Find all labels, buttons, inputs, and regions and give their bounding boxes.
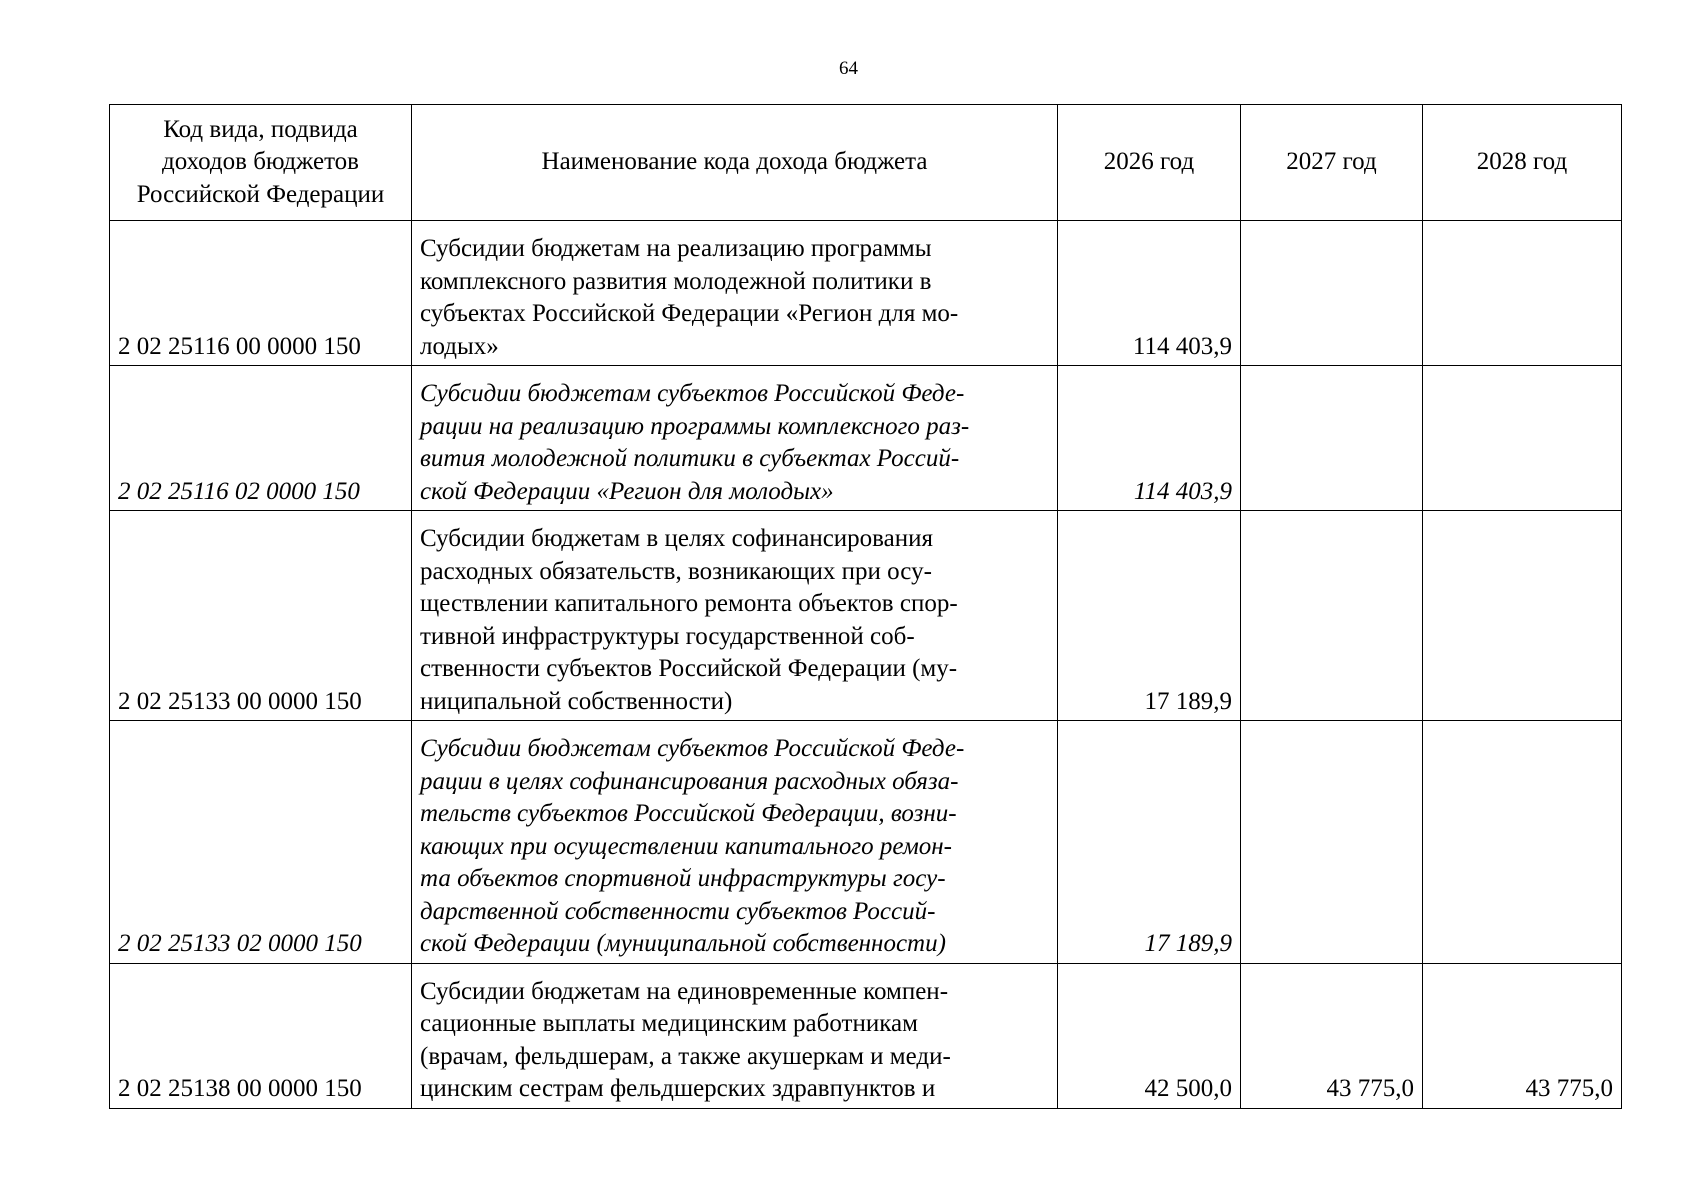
cell-2026: 114 403,9 (1058, 221, 1241, 366)
cell-name-line: Субсидии бюджетам на единовременные компен- (420, 977, 949, 1005)
cell-name-line: Субсидии бюджетам субъектов Российской Феде- (420, 735, 965, 762)
cell-name-line: комплексного развития молодежной политики в (420, 267, 932, 295)
cell-2028: 43 775,0 (1423, 963, 1622, 1108)
cell-2026: 42 500,0 (1058, 963, 1241, 1108)
table-row (110, 221, 1622, 366)
cell-name-line: ниципальной собственности) (420, 687, 733, 715)
header-code-line: Российской Федерации (136, 180, 385, 208)
cell-name-line: ственности субъектов Российской Федерации (му- (420, 655, 958, 682)
cell-name-line: тивной инфраструктуры государственной соб- (420, 622, 915, 650)
cell-name-line: вития молодежной политики в субъектах Россий- (420, 445, 960, 472)
cell-2028 (1423, 221, 1622, 366)
table-body (110, 221, 1622, 1109)
cell-name-line: ской Федерации (муниципальной собственности) (420, 930, 946, 957)
cell-2028 (1423, 366, 1622, 511)
cell-name-line: та объектов спортивной инфраструктуры госу- (420, 865, 946, 892)
table-header (110, 105, 1622, 221)
table-row (110, 963, 1622, 1108)
page-number: 64 (839, 58, 858, 79)
cell-2027 (1241, 511, 1423, 721)
cell-name-line: тельств субъектов Российской Федерации, возни- (420, 800, 957, 827)
cell-name-line: кающих при осуществлении капитального ремон- (420, 832, 952, 860)
cell-name-line: субъектах Российской Федерации «Регион для мо- (420, 300, 959, 327)
cell-name (412, 221, 1058, 366)
cell-name-line: Субсидии бюджетам на реализацию программы (420, 235, 932, 262)
cell-name-line: дарственной собственности субъектов Россий- (420, 897, 936, 925)
cell-name (412, 511, 1058, 721)
cell-code: 2 02 25116 00 0000 150 (110, 221, 412, 366)
budget-table (109, 104, 1622, 1109)
cell-code: 2 02 25133 00 0000 150 (110, 511, 412, 721)
cell-2027 (1241, 721, 1423, 964)
cell-name-line: лодых» (420, 332, 499, 360)
cell-name-line: рации на реализацию программы комплексного раз- (420, 412, 970, 440)
table-row (110, 511, 1622, 721)
cell-2026: 17 189,9 (1058, 511, 1241, 721)
table-row (110, 366, 1622, 511)
cell-name-line: ществлении капитального ремонта объектов спор- (420, 590, 958, 617)
cell-name-line: цинским сестрам фельдшерских здравпунктов и (420, 1075, 936, 1102)
header-code (110, 105, 412, 221)
cell-2026: 114 403,9 (1058, 366, 1241, 511)
cell-name-line: расходных обязательств, возникающих при осу- (420, 557, 932, 585)
cell-code: 2 02 25116 02 0000 150 (110, 366, 412, 511)
cell-name (412, 721, 1058, 964)
header-year-2027: 2027 год (1241, 105, 1423, 221)
header-name: Наименование кода дохода бюджета (412, 105, 1058, 221)
header-row (110, 105, 1622, 221)
cell-2028 (1423, 511, 1622, 721)
cell-name-line: сационные выплаты медицинским работникам (420, 1010, 918, 1037)
cell-code: 2 02 25138 00 0000 150 (110, 963, 412, 1108)
cell-2027 (1241, 366, 1423, 511)
cell-name (412, 366, 1058, 511)
cell-2028 (1423, 721, 1622, 964)
cell-name (412, 963, 1058, 1108)
table-row (110, 721, 1622, 964)
cell-code: 2 02 25133 02 0000 150 (110, 721, 412, 964)
header-code-line: Код вида, подвида (163, 115, 358, 143)
cell-name-line: ской Федерации «Регион для молодых» (420, 477, 834, 505)
header-year-2026: 2026 год (1058, 105, 1241, 221)
cell-name-line: Субсидии бюджетам субъектов Российской Феде- (420, 380, 965, 407)
cell-2027 (1241, 221, 1423, 366)
cell-name-line: рации в целях софинансирования расходных обяза- (420, 767, 959, 795)
header-year-2028: 2028 год (1423, 105, 1622, 221)
cell-2027: 43 775,0 (1241, 963, 1423, 1108)
cell-name-line: (врачам, фельдшерам, а также акушеркам и меди- (420, 1042, 951, 1070)
header-code-line: доходов бюджетов (162, 148, 359, 176)
cell-2026: 17 189,9 (1058, 721, 1241, 964)
cell-name-line: Субсидии бюджетам в целях софинансирования (420, 525, 934, 552)
